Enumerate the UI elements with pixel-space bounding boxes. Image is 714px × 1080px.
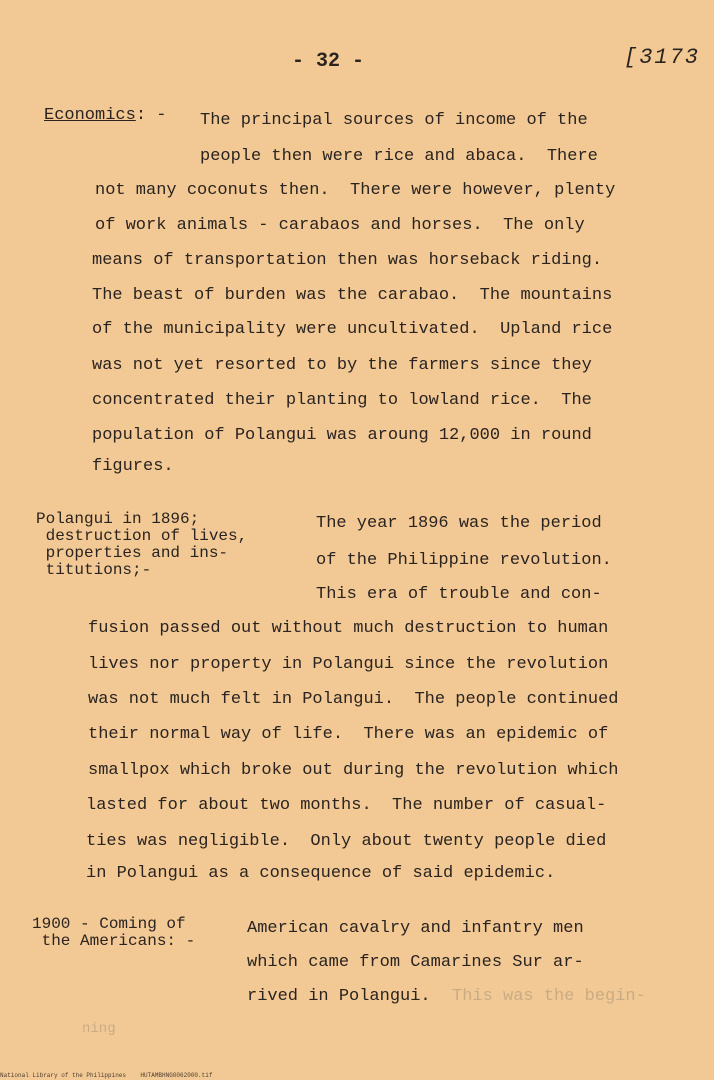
paragraph-line: which came from Camarines Sur ar-	[247, 953, 584, 972]
economics-heading-punct: : -	[135, 106, 167, 125]
page-number: - 32 -	[292, 50, 365, 73]
paragraph-line: lasted for about two months. The number of casual-	[86, 796, 607, 815]
side-heading-line: properties and ins-	[36, 544, 229, 562]
paragraph-line: means of transportation then was horseback riding.	[92, 251, 603, 270]
paragraph-line: The beast of burden was the carabao. The mountains	[92, 286, 613, 305]
paragraph-line: ties was negligible. Only about twenty people died	[86, 832, 607, 851]
paragraph-line: concentrated their planting to lowland rice. The	[92, 391, 592, 410]
paragraph-line: of work animals - carabaos and horses. The only	[95, 216, 585, 235]
faint-bleed-text: ning	[82, 1021, 116, 1037]
side-heading-line: the Americans: -	[32, 932, 196, 950]
paragraph-line: was not yet resorted to by the farmers since they	[92, 356, 592, 375]
paragraph-line: of the municipality were uncultivated. Upland rice	[92, 320, 613, 339]
economics-heading: Economics	[44, 106, 136, 125]
paragraph-line: people then were rice and abaca. There	[200, 147, 598, 166]
paragraph-line: their normal way of life. There was an epidemic of	[88, 725, 609, 744]
footer-watermark: National Library of the Philippines HUTAMBHNG0062000.tif	[0, 1072, 213, 1079]
paragraph-line: American cavalry and infantry men	[247, 919, 584, 938]
paragraph-line: The year 1896 was the period	[316, 514, 602, 533]
paragraph-line: figures.	[92, 457, 174, 476]
paragraph-line: not many coconuts then. There were however, plenty	[95, 181, 616, 200]
paragraph-line: rived in Polangui.	[247, 987, 431, 1006]
paragraph-line: smallpox which broke out during the revolution which	[88, 761, 619, 780]
side-heading-line: 1900 - Coming of	[32, 915, 186, 933]
paragraph-line: was not much felt in Polangui. The people continued	[88, 690, 619, 709]
document-code: [3173	[624, 45, 701, 70]
side-heading-line: destruction of lives,	[36, 527, 248, 545]
paragraph-line: of the Philippine revolution.	[316, 551, 612, 570]
side-heading-line: titutions;-	[36, 561, 152, 579]
paragraph-line: This era of trouble and con-	[316, 585, 602, 604]
paragraph-line: fusion passed out without much destruction to human	[88, 619, 609, 638]
economics-heading-row	[44, 106, 166, 126]
side-heading-line: Polangui in 1896;	[36, 510, 200, 528]
paragraph-line: population of Polangui was aroung 12,000 in round	[92, 426, 592, 445]
faint-bleed-text: This was the begin-	[452, 987, 646, 1006]
paragraph-line: lives nor property in Polangui since the revolution	[88, 655, 609, 674]
paragraph-line: The principal sources of income of the	[200, 111, 588, 130]
paragraph-line: in Polangui as a consequence of said epidemic.	[86, 864, 556, 883]
